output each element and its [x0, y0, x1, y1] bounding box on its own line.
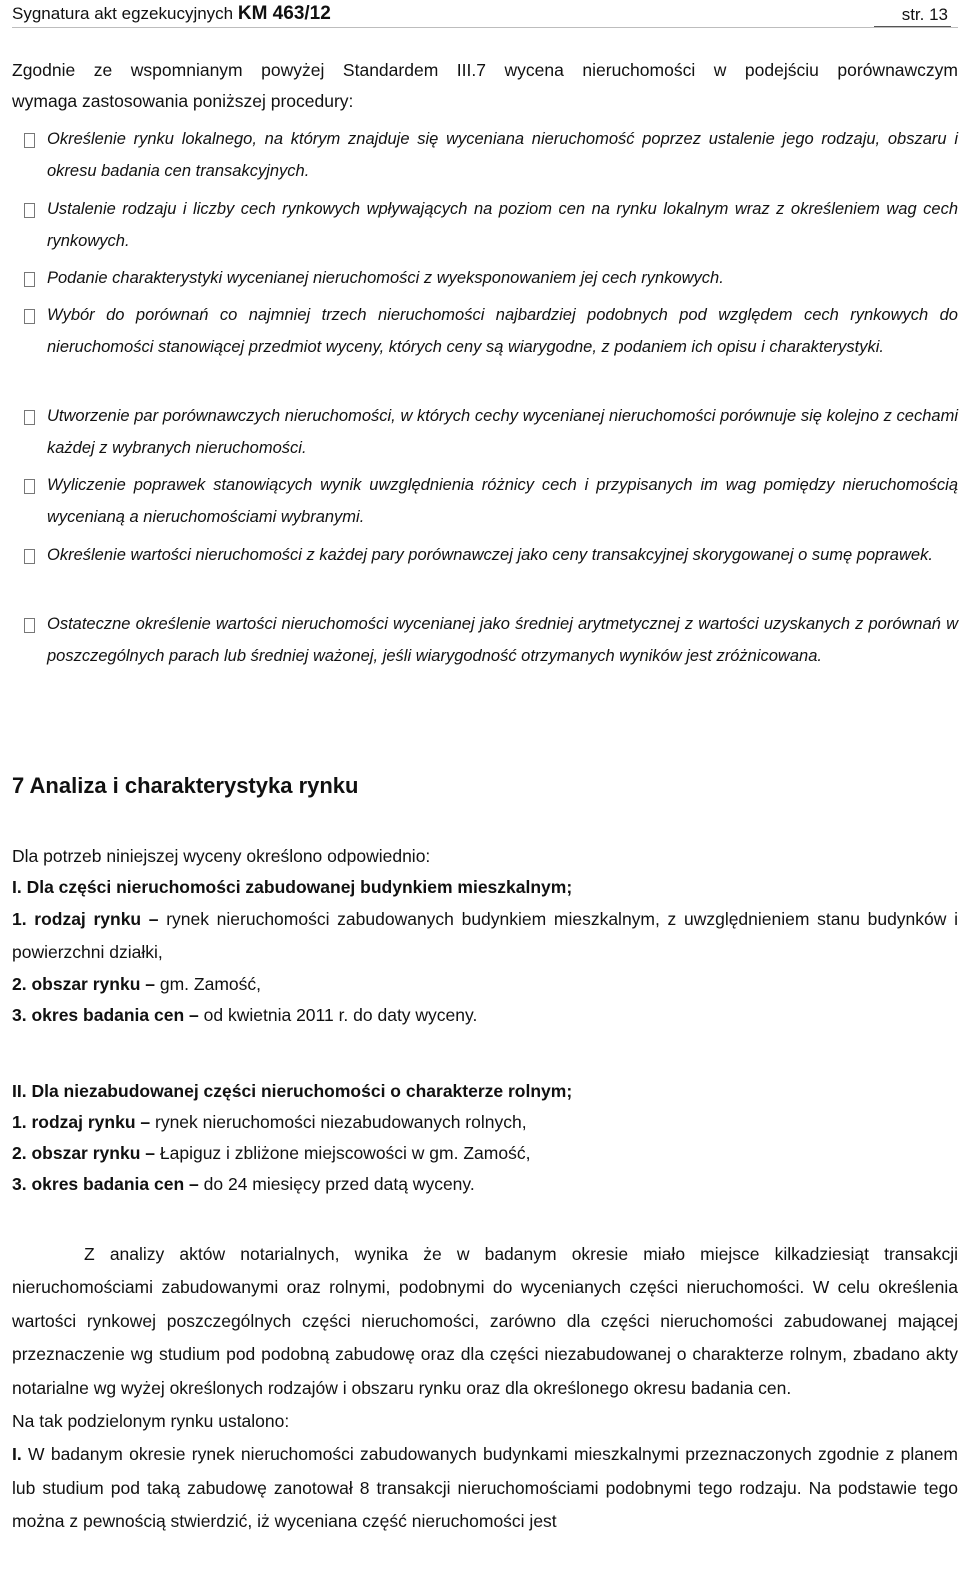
procedure-step: Ustalenie rodzaju i liczby cech rynkowych wpływających na poziom cen na rynku lokalnym wraz z określeniem wag cech rynkowych. — [12, 194, 958, 257]
part2-item: 3. okres badania cen – do 24 miesięcy przed datą wyceny. — [12, 1174, 475, 1194]
bullet-box-icon — [24, 410, 35, 425]
intro-paragraph: Zgodnie ze wspomnianym powyżej Standardem III.7 wycena nieruchomości w podejściu porównawczym wymaga zastosowania poniższej procedury: — [12, 60, 958, 111]
page-header — [12, 3, 958, 28]
bullet-box-icon — [24, 272, 35, 287]
section-lead: Dla potrzeb niniejszej wyceny określono odpowiednio: — [12, 846, 431, 866]
analysis-section — [12, 1238, 958, 1539]
finding-paragraph: I. W badanym okresie rynek nieruchomości zabudowanych budynkami mieszkalnymi przeznaczonych zgodnie z planem lub studium pod taką zabudowę zanotował 8 transakcji nieruchomościami podobnymi tego rodzaju. Na podstawie tego można z pewnością stwierdzić, iż wyceniana część nieruchomości jest — [12, 1444, 958, 1532]
procedure-step: Wyliczenie poprawek stanowiących wynik uwzględnienia różnicy cech i przypisanych im wag pomiędzy nieruchomością wycenianą a nieruchomościami wybranymi. — [12, 470, 958, 533]
page-number: str. 13 — [902, 5, 948, 25]
part1-item: 1. rodzaj rynku – rynek nieruchomości zabudowanych budynkiem mieszkalnym, z uwzględnieniem stanu budynków i powierzchni działki, — [12, 909, 958, 962]
part1-item: 3. okres badania cen – od kwietnia 2011 r. do daty wyceny. — [12, 1005, 478, 1025]
procedure-step: Utworzenie par porównawczych nieruchomości, w których cechy wycenianej nieruchomości porównuje się kolejno z cechami każdej z wybranych nieruchomości. — [12, 401, 958, 464]
part2-item: 2. obszar rynku – Łapiguz i zbliżone miejscowości w gm. Zamość, — [12, 1143, 531, 1163]
part2-item: 1. rodzaj rynku – rynek nieruchomości niezabudowanych rolnych, — [12, 1112, 527, 1132]
part1-item: 2. obszar rynku – gm. Zamość, — [12, 974, 262, 994]
established-label: Na tak podzielonym rynku ustalono: — [12, 1411, 290, 1432]
procedure-step: Określenie wartości nieruchomości z każdej pary porównawczej jako ceny transakcyjnej skorygowanej o sumę poprawek. — [12, 540, 958, 572]
procedure-step: Podanie charakterystyki wycenianej nieruchomości z wyeksponowaniem jej cech rynkowych. — [12, 263, 958, 295]
header-title: Sygnatura akt egzekucyjnych KM 463/12 — [12, 3, 331, 24]
analysis-paragraph: Z analizy aktów notarialnych, wynika że w badanym okresie miało miejsce kilkadziesiąt transakcji nieruchomościami zabudowanymi oraz rolnymi, podobnymi do wycenianych części nieruchomości. W celu określenia wartości rynkowej poszczególnych części nieruchomości, zarówno dla części nieruchomości zabudowanej mającej przeznaczenie wg studium pod podobną zabudowę oraz dla części niezabudowanej o charakterze rolnym, zbadano akty notarialne wg wyżej określonych rodzajów i obszaru rynku oraz dla określonego okresu badania cen. — [12, 1244, 958, 1398]
procedure-step: Określenie rynku lokalnego, na którym znajduje się wyceniana nieruchomość poprzez ustalenie jego rodzaju, obszaru i okresu badania cen transakcyjnych. — [12, 124, 958, 187]
part2-heading: II. Dla niezabudowanej części nieruchomości o charakterze rolnym; — [12, 1081, 573, 1101]
section-heading: 7 Analiza i charakterystyka rynku — [12, 773, 359, 798]
part1-heading: I. Dla części nieruchomości zabudowanej budynkiem mieszkalnym; — [12, 877, 573, 897]
procedure-step: Ostateczne określenie wartości nieruchomości wycenianej jako średniej arytmetycznej z wartości uzyskanych z porównań w poszczególnych parach lub średniej ważonej, jeśli wiarygodność otrzymanych wyników jest zróżnicowana. — [12, 609, 958, 672]
bullet-box-icon — [24, 203, 35, 218]
part2-block — [12, 1076, 958, 1200]
bullet-box-icon — [24, 309, 35, 324]
case-number: KM 463/12 — [237, 3, 331, 24]
bullet-box-icon — [24, 549, 35, 564]
bullet-box-icon — [24, 618, 35, 633]
bullet-box-icon — [24, 479, 35, 494]
bullet-box-icon — [24, 133, 35, 148]
procedure-step: Wybór do porównań co najmniej trzech nieruchomości najbardziej podobnych pod względem cech rynkowych do nieruchomości stanowiącej przedmiot wyceny, których ceny są wiarygodne, z podaniem ich opisu i charakterystyki. — [12, 300, 958, 363]
market-definition — [12, 841, 958, 1031]
